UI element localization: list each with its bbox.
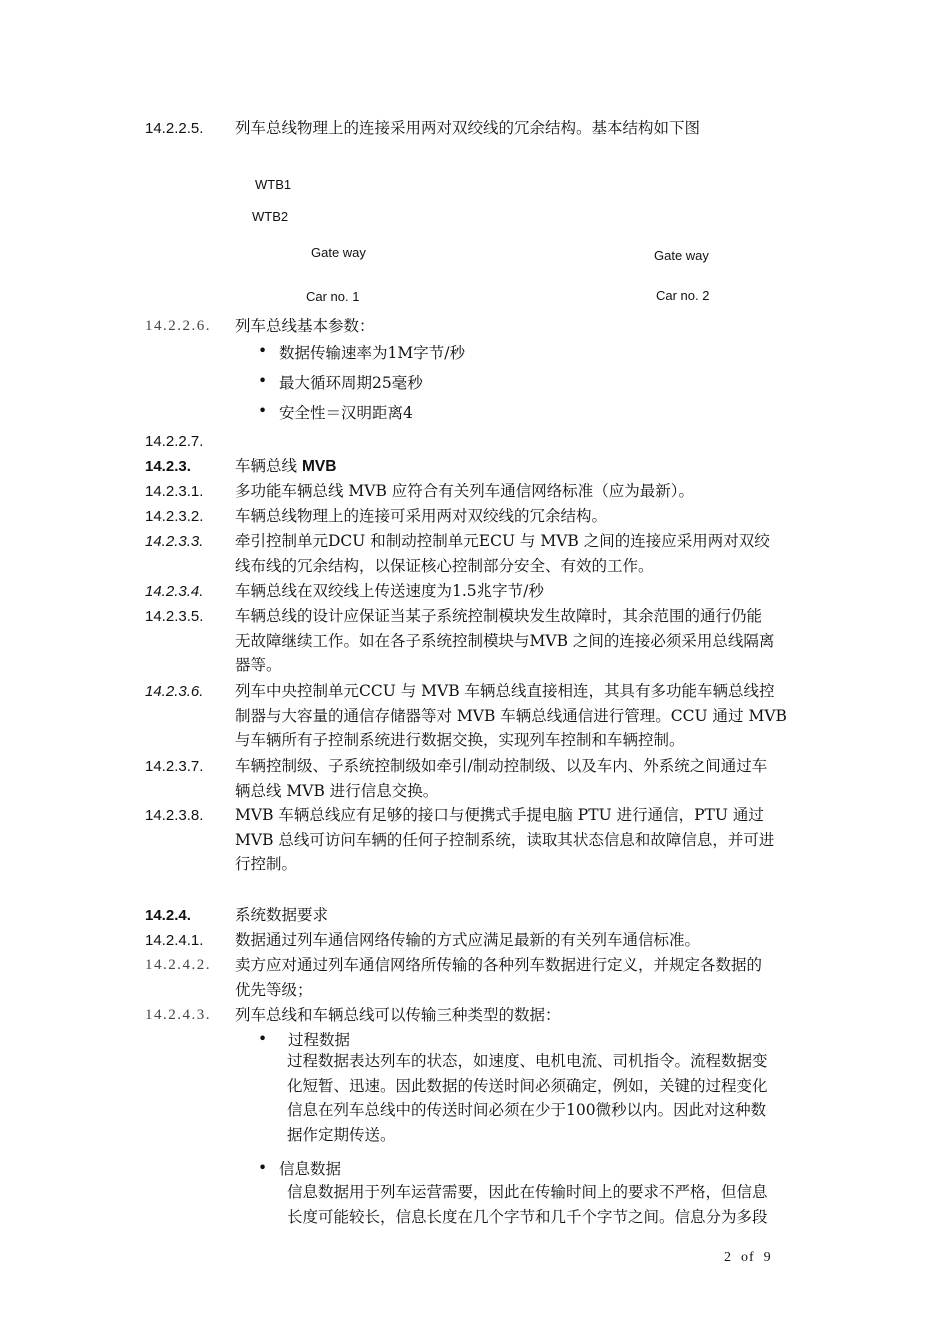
text-line: 制器与大容量的通信存储器等对 MVB 车辆总线通信进行管理。CCU 通过 MVB	[235, 706, 787, 725]
text-line: 行控制。	[235, 855, 298, 873]
section-text: 多功能车辆总线 MVB 应符合有关列车通信网络标准（应为最新）。	[235, 482, 695, 500]
section-text: 列车总线物理上的连接采用两对双绞线的冗余结构。基本结构如下图	[235, 119, 701, 137]
page-footer	[724, 1250, 781, 1266]
bullet-text: 最大循环周期25毫秒	[279, 374, 423, 392]
heading-en: MVB	[301, 458, 337, 475]
section-number: 14.2.3.4.	[145, 583, 204, 600]
section-number: 14.2.3.6.	[145, 683, 204, 700]
bullet-dot: •	[258, 1159, 268, 1177]
text-line: 与车辆所有子控制系统进行数据交换，实现列车控制和车辆控制。	[235, 731, 685, 749]
bullet-paragraph	[287, 1180, 768, 1229]
heading-cn: 车辆总线	[235, 457, 302, 475]
text-line: 无故障继续工作。如在各子系统控制模块与MVB 之间的连接必须采用总线隔离	[235, 631, 775, 650]
text-line: 车辆总线的设计应保证当某子系统控制模块发生故障时，其余范围的通行仍能	[235, 607, 763, 625]
section-number: 14.2.2.7.	[145, 433, 204, 450]
section-number: 14.2.3.7.	[145, 758, 204, 775]
section-number: 14.2.4.3.	[145, 1007, 211, 1023]
page-total: 9	[763, 1250, 772, 1265]
text-line: 列车中央控制单元CCU 与 MVB 车辆总线直接相连，其具有多功能车辆总线控	[235, 682, 775, 700]
section-heading: 系统数据要求	[235, 906, 329, 924]
section-text	[235, 803, 825, 877]
section-number: 14.2.3.1.	[145, 483, 204, 500]
text-line: 牵引控制单元DCU 和制动控制单元ECU 与 MVB 之间的连接应采用两对双绞	[235, 532, 770, 550]
bullet-title: 过程数据	[288, 1031, 351, 1049]
page-of: of	[741, 1250, 755, 1265]
text-line: 优先等级；	[235, 980, 313, 999]
text-line: 信息数据用于列车运营需要，因此在传输时间上的要求不严格，但信息	[287, 1183, 768, 1201]
bullet-dot: •	[258, 1030, 268, 1048]
diagram-label-gateway-1: Gate way	[311, 245, 366, 260]
section-number: 14.2.2.5.	[145, 120, 204, 137]
diagram-label-gateway-2: Gate way	[654, 248, 709, 263]
section-text: 车辆总线在双绞线上传送速度为1.5兆字节/秒	[235, 582, 544, 600]
text-line: 线布线的冗余结构，以保证核心控制部分安全、有效的工作。	[235, 556, 654, 575]
section-heading-number: 14.2.3.	[145, 458, 191, 475]
section-text: 列车总线和车辆总线可以传输三种类型的数据：	[235, 1006, 561, 1024]
diagram-label-wtb1: WTB1	[255, 177, 292, 192]
section-number: 14.2.4.1.	[145, 932, 204, 949]
text-line: 据作定期传送。	[287, 1125, 396, 1144]
text-line: 器等。	[235, 656, 282, 674]
bullet-text: 安全性＝汉明距离4	[279, 404, 413, 422]
section-number: 14.2.2.6.	[145, 318, 211, 334]
diagram-label-car-1: Car no. 1	[306, 289, 360, 304]
section-number: 14.2.3.3.	[145, 533, 204, 550]
text-line: 过程数据表达列车的状态，如速度、电机电流、司机指令。流程数据变	[287, 1052, 768, 1070]
text-line: 长度可能较长，信息长度在几个字节和几千个字节之间。信息分为多段	[287, 1207, 768, 1226]
bullet-text: 数据传输速率为1M字节/秒	[279, 344, 465, 362]
section-text	[235, 529, 825, 578]
section-heading	[235, 454, 825, 480]
section-text	[235, 754, 825, 803]
section-number: 14.2.3.8.	[145, 807, 204, 824]
bullet-dot: •	[258, 402, 268, 420]
section-text	[235, 953, 825, 1002]
diagram-label-car-2: Car no. 2	[656, 288, 710, 303]
section-text	[235, 604, 825, 678]
text-line: MVB 车辆总线应有足够的接口与便携式手提电脑 PTU 进行通信，PTU 通过	[235, 806, 764, 824]
section-text: 车辆总线物理上的连接可采用两对双绞线的冗余结构。	[235, 507, 608, 525]
bullet-title: 信息数据	[279, 1160, 342, 1178]
text-line: MVB 总线可访问车辆的任何子控制系统，读取其状态信息和故障信息，并可进	[235, 830, 775, 849]
section-text: 列车总线基本参数：	[235, 317, 375, 335]
bullet-paragraph	[287, 1049, 768, 1147]
section-number: 14.2.4.2.	[145, 957, 211, 973]
text-line: 信息在列车总线中的传送时间必须在少于100微秒以内。因此对这种数	[287, 1101, 767, 1119]
text-line: 车辆控制级、子系统控制级如牵引/制动控制级、以及车内、外系统之间通过车	[235, 757, 768, 775]
diagram-label-wtb2: WTB2	[252, 209, 289, 224]
bullet-dot: •	[258, 342, 268, 360]
section-number: 14.2.3.2.	[145, 508, 204, 525]
page-number: 2	[724, 1250, 732, 1265]
text-line: 辆总线 MVB 进行信息交换。	[235, 781, 439, 800]
section-heading-number: 14.2.4.	[145, 907, 191, 924]
section-number: 14.2.3.5.	[145, 608, 204, 625]
section-text	[235, 679, 825, 753]
section-text: 数据通过列车通信网络传输的方式应满足最新的有关列车通信标准。	[235, 931, 701, 949]
text-line: 化短暂、迅速。因此数据的传送时间必须确定，例如，关键的过程变化	[287, 1076, 768, 1095]
text-line: 卖方应对通过列车通信网络所传输的各种列车数据进行定义，并规定各数据的	[235, 956, 763, 974]
bullet-dot: •	[258, 372, 268, 390]
